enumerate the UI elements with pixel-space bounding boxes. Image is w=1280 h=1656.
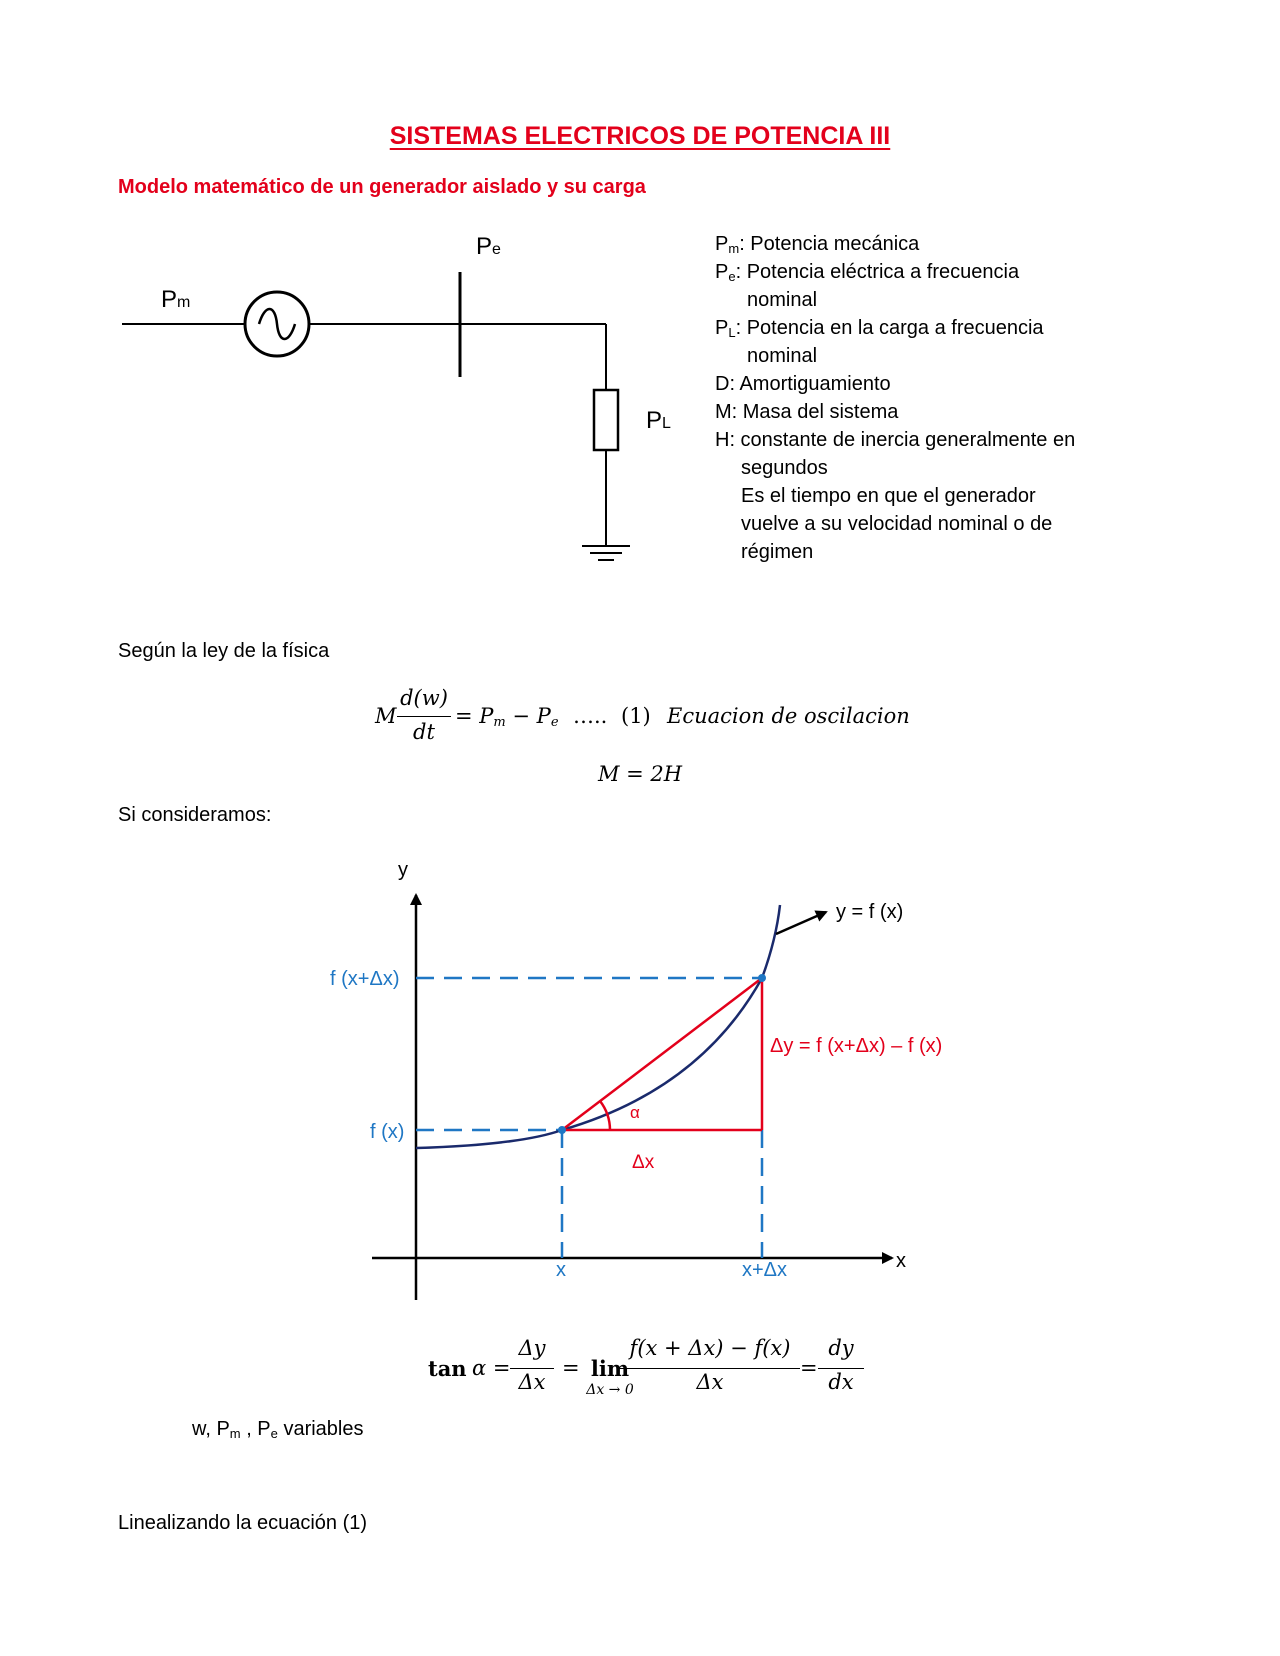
dx-label: Δx bbox=[632, 1152, 655, 1173]
legend-d: D: Amortiguamiento bbox=[715, 373, 891, 395]
point-fx bbox=[558, 1126, 566, 1134]
variables-line: w, $P_m$ , $P_e$ variables bbox=[192, 1418, 364, 1441]
legend-pe: $P_e$: Potencia eléctrica a frecuencia bbox=[715, 261, 1020, 284]
y-axis-label: y bbox=[398, 859, 408, 881]
equation-derivative: tan α = Δy Δx = lim Δx → 0 f(x + Δx) − f(x) Δx = dy dx bbox=[428, 1336, 868, 1406]
paragraph-ley: Según la ley de la física bbox=[118, 640, 330, 662]
x-axis-label: x bbox=[896, 1250, 906, 1272]
legend-h: H: constante de inercia generalmente en bbox=[715, 429, 1076, 451]
symbol-legend: $P_m$: Potencia mecánica $P_e$: Potencia eléctrica a frecuencia nominal $P_L$: Potencia en la carga a frecuencia nominal D: Amortiguamiento M: Masa del sistema H: constante de inercia generalmente en segundos Es el tiempo en que el generador vuelve a su velocidad nominal o de régimen bbox=[715, 230, 1135, 566]
fx-label: f (x) bbox=[370, 1121, 405, 1143]
label-pm: Pm bbox=[161, 286, 191, 313]
alpha-arc bbox=[600, 1101, 610, 1130]
dy-label: Δy = f (x+Δx) – f (x) bbox=[770, 1035, 943, 1057]
paragraph-consideramos: Si consideramos: bbox=[118, 804, 272, 826]
curve-label-arrow bbox=[776, 912, 826, 934]
legend-m: M: Masa del sistema bbox=[715, 401, 899, 423]
paragraph-linealizando: Linealizando la ecuación (1) bbox=[118, 1512, 368, 1534]
label-pe: Pe bbox=[476, 233, 501, 260]
x-tick-label: x bbox=[556, 1259, 566, 1281]
page-title: SISTEMAS ELECTRICOS DE POTENCIA III bbox=[389, 122, 891, 150]
circuit-diagram bbox=[0, 0, 700, 580]
equation-m-2h: M = 2H bbox=[597, 762, 683, 786]
point-fxdx bbox=[758, 974, 766, 982]
curve-label: y = f (x) bbox=[836, 901, 904, 923]
section-subtitle: Modelo matemático de un generador aislado y su carga bbox=[118, 176, 646, 198]
secant-line bbox=[562, 978, 762, 1130]
label-pl: PL bbox=[646, 407, 671, 434]
legend-pm: $P_m$: Potencia mecánica bbox=[715, 233, 920, 256]
function-curve bbox=[416, 905, 780, 1148]
xdx-tick-label: x+Δx bbox=[742, 1259, 788, 1281]
load-resistor bbox=[594, 390, 618, 450]
equation-oscilacion: M d(w) dt = $P_m - P_e$ ….. (1) Ecuacion de oscilacion bbox=[375, 686, 910, 744]
alpha-label: α bbox=[630, 1103, 640, 1122]
legend-pl: $P_L$: Potencia en la carga a frecuencia bbox=[715, 317, 1044, 340]
fxdx-label: f (x+Δx) bbox=[330, 968, 400, 990]
